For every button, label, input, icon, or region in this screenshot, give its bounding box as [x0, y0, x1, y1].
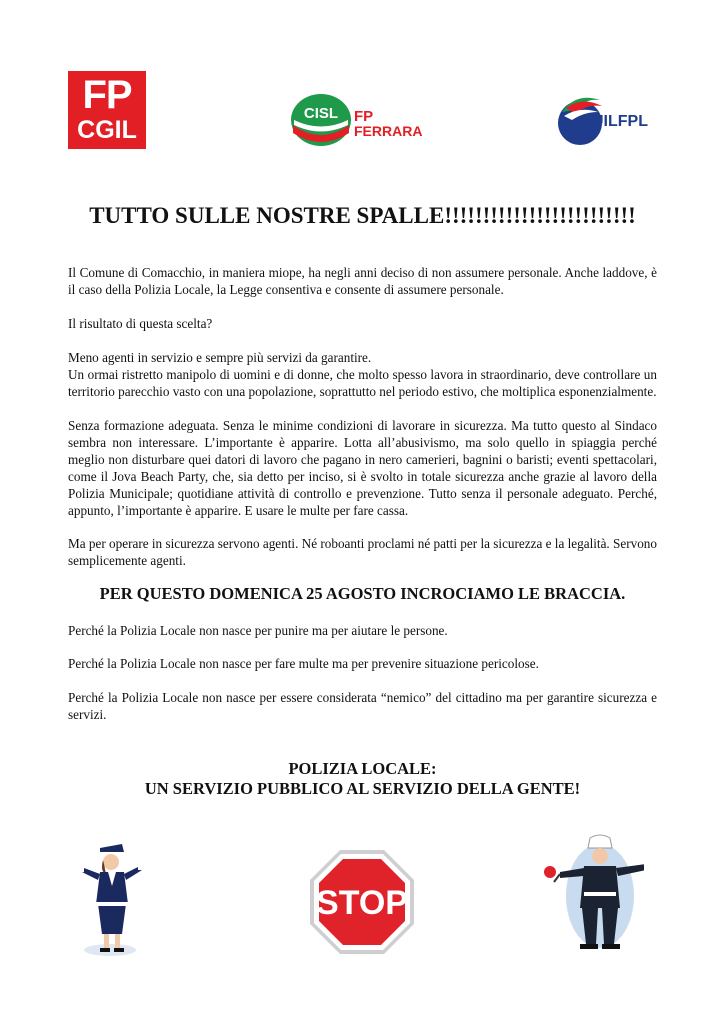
- policewoman-illustration: [70, 838, 150, 958]
- fp-cgil-logo-line2: CGIL: [77, 116, 137, 144]
- strike-heading: PER QUESTO DOMENICA 25 AGOSTO INCROCIAMO LE BRACCIA.: [99, 584, 626, 603]
- stop-sign-illustration: [308, 848, 416, 956]
- fp-cgil-logo: [68, 71, 146, 149]
- cisl-logo-fp: FP: [354, 108, 374, 125]
- policeman-illustration: [540, 832, 656, 952]
- stop-sign-text: STOP: [316, 884, 408, 922]
- paragraph-fewer-agents: Meno agenti in servizio e sempre più servizi da garantire.: [68, 350, 372, 365]
- paragraph-intro: Il Comune di Comacchio, in maniera miope, ha negli anni deciso di non assumere personale. Anche laddove, è il caso della Polizia Locale, la Legge consentiva e consente di assumere personale.: [68, 265, 657, 297]
- paragraph-need-agents: Ma per operare in sicurezza servono agenti. Né roboanti proclami né patti per la sicurezza e la legalità. Servono semplicemente agenti.: [68, 536, 657, 568]
- uil-fpl-logo: [556, 90, 656, 150]
- page-title: TUTTO SULLE NOSTRE SPALLE!!!!!!!!!!!!!!!!!!!!!!!!!: [89, 203, 636, 228]
- paragraph-question: Il risultato di questa scelta?: [68, 316, 213, 331]
- cisl-logo-ferrara: FERRARA: [354, 123, 423, 139]
- closing-slogan: [0, 759, 725, 799]
- cisl-fp-ferrara-logo: [290, 93, 425, 148]
- paragraph-training: Senza formazione adeguata. Senza le minime condizioni di lavorare in sicurezza. Ma tutto questo al Sindaco sembra non interessare. L’importante è apparire. Lotta all’abusivismo, ma solo quello in spiaggia perché meglio non disturbare quei datori di lavoro che pagano in nero camerieri, bagnini o baristi; eventi spettacolari, come il Jova Beach Party, che, sia detto per inciso, si è svolto in totale sicurezza anche grazie al lavoro della Polizia Municipale; quotidiane attività di controllo e prevenzione. Tutto senza il personale adeguato. Perché, appunto, l’importante è apparire. E usare le multe per fare cassa.: [68, 418, 657, 518]
- paragraph-small-team: Un ormai ristretto manipolo di uomini e di donne, che molto spesso lavora in straordinario, deve controllare un territorio parecchio vasto con una popolazione, soprattutto nel periodo estivo, che moltiplica esponenzialmente.: [68, 367, 657, 399]
- reason-prevent-danger: Perché la Polizia Locale non nasce per fare multe ma per prevenire situazione pericolose.: [68, 656, 539, 671]
- fp-cgil-logo-line1: FP: [82, 73, 132, 117]
- svg-text:CISL: CISL: [303, 105, 339, 122]
- cisl-emblem-icon: [290, 93, 352, 148]
- reason-help-people: Perché la Polizia Locale non nasce per punire ma per aiutare le persone.: [68, 623, 448, 638]
- uil-logo-text: UILFPL: [592, 113, 648, 130]
- closing-line-2: UN SERVIZIO PUBBLICO AL SERVIZIO DELLA GENTE!: [144, 779, 581, 798]
- reason-not-enemy: Perché la Polizia Locale non nasce per essere considerata “nemico” del cittadino ma per garantire sicurezza e servizi.: [68, 690, 657, 722]
- closing-line-1: POLIZIA LOCALE:: [288, 759, 437, 778]
